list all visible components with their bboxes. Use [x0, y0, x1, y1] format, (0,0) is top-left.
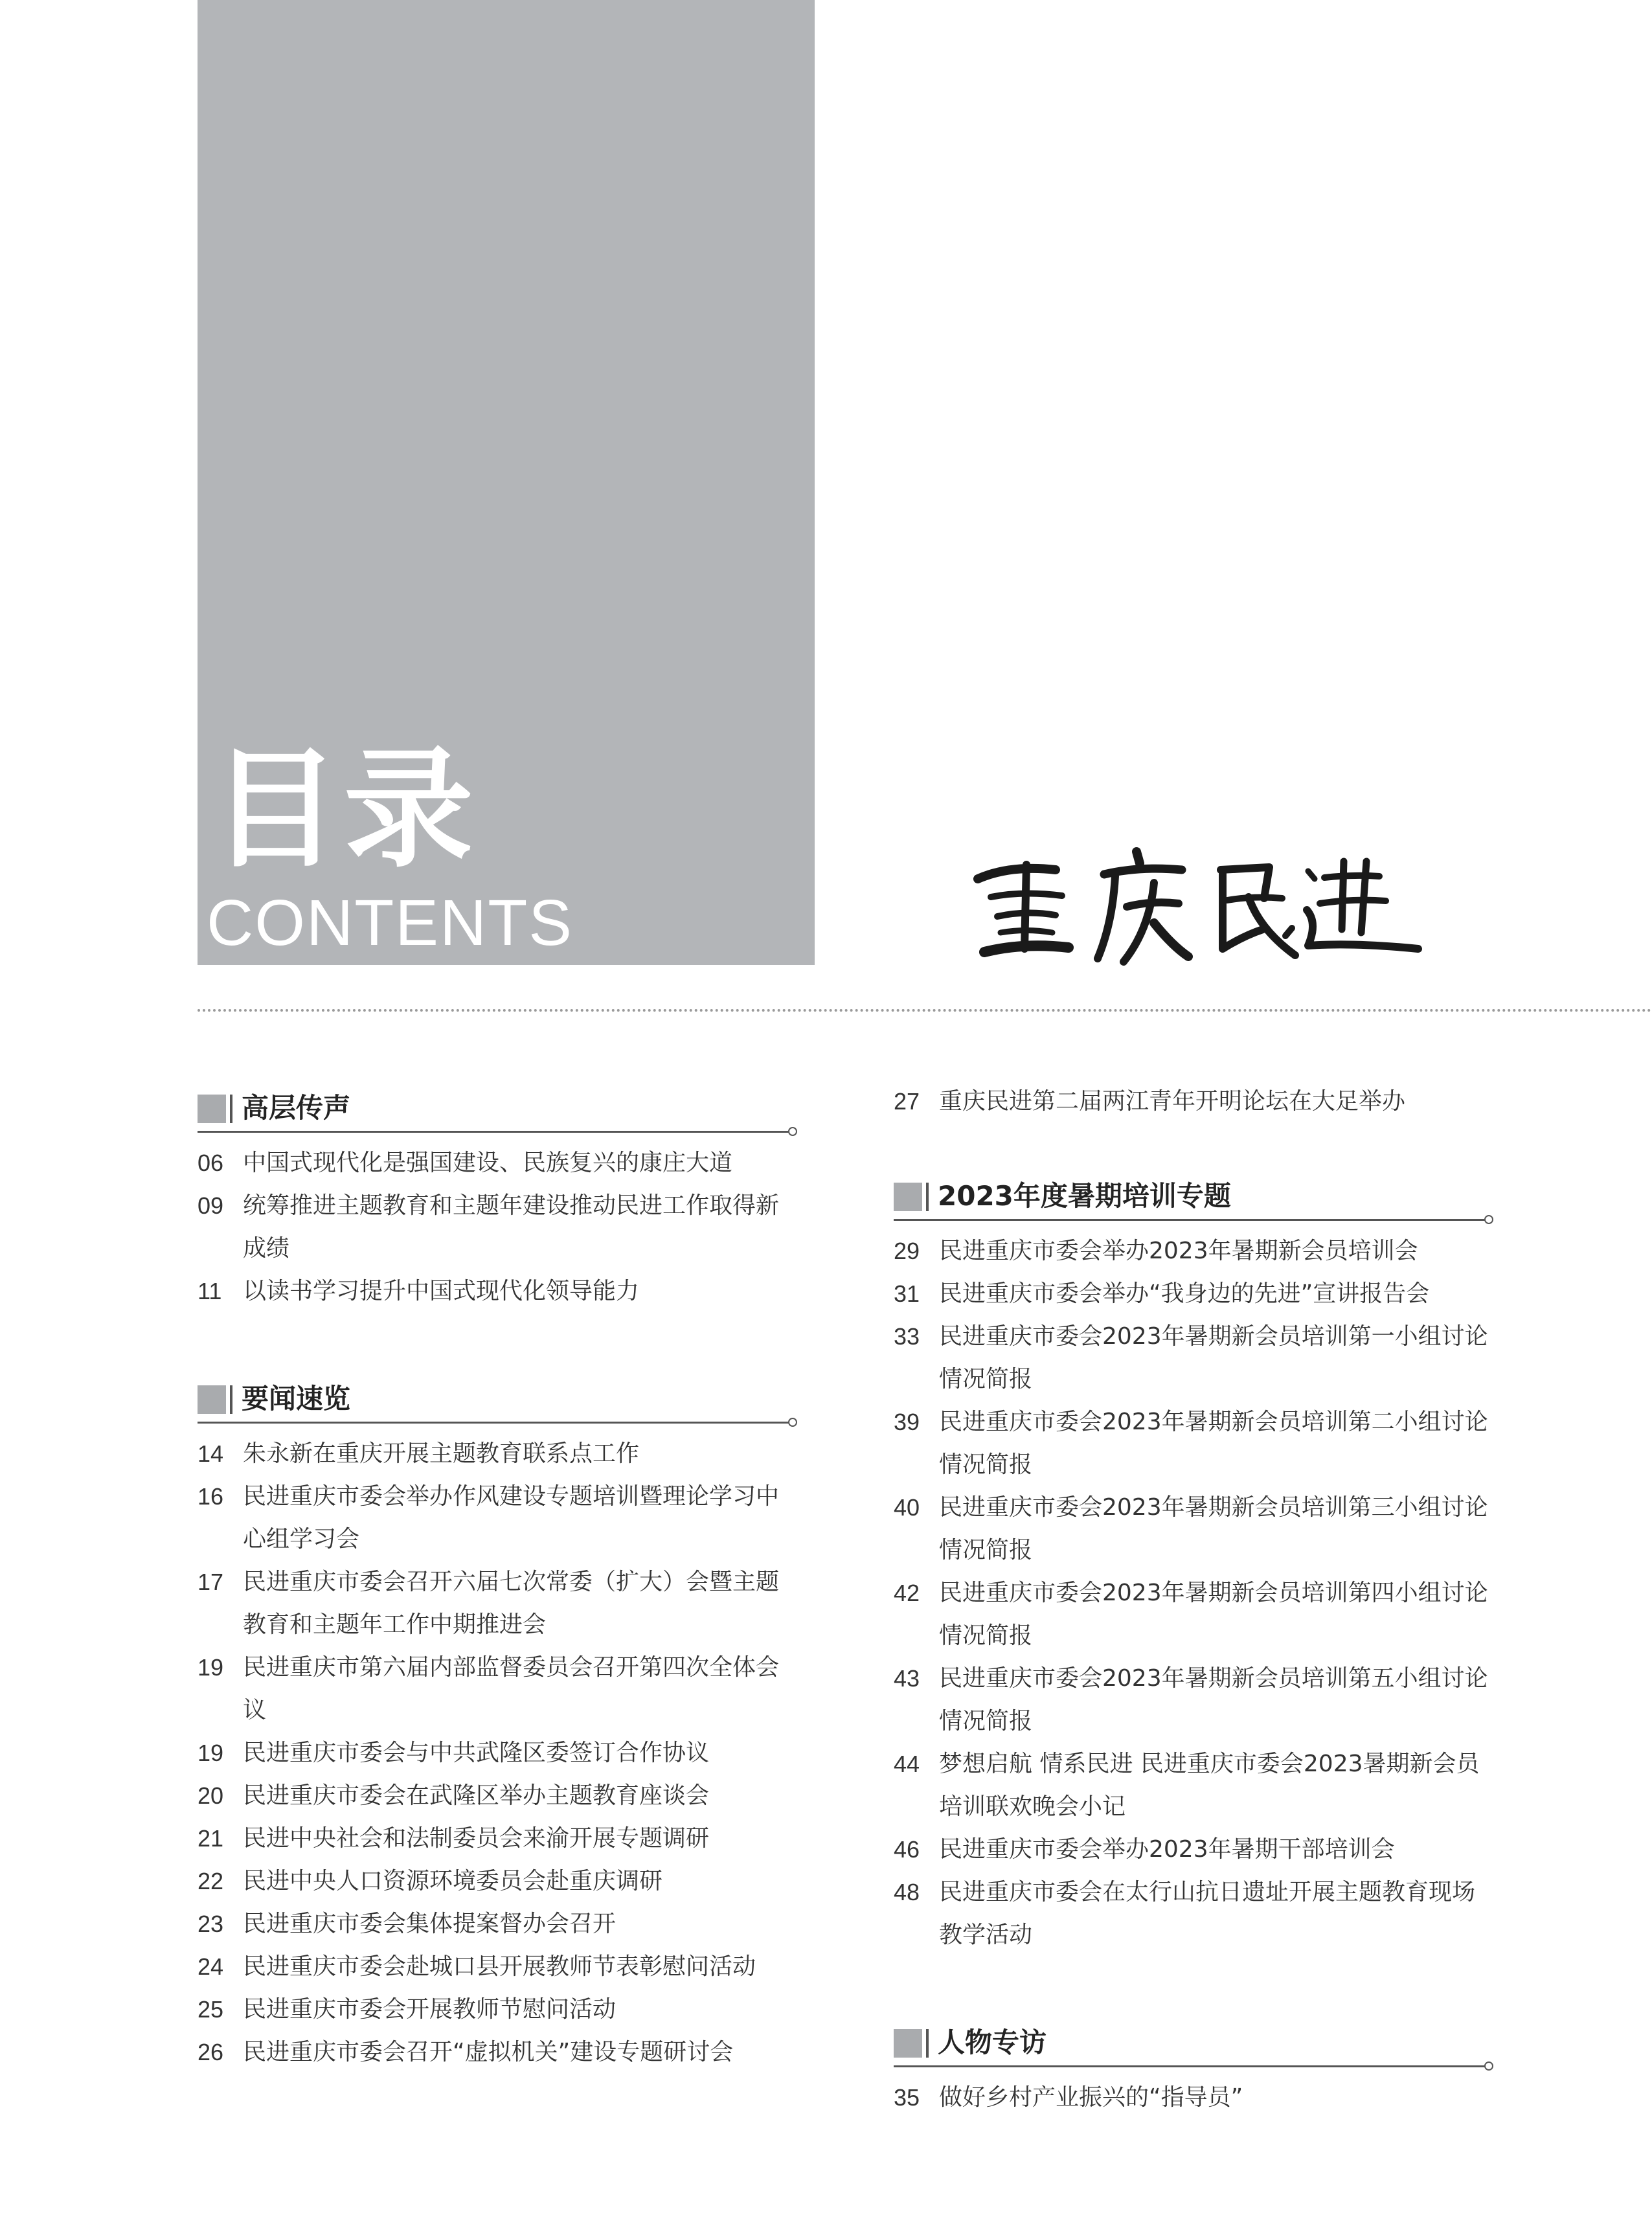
entry-title: 民进重庆市委会与中共武隆区委签订合作协议	[243, 1740, 710, 1766]
page-number: 48	[894, 1879, 920, 1905]
toc-entry[interactable]	[894, 1080, 1489, 1123]
toc-entry[interactable]	[198, 1988, 793, 2031]
toc-entry[interactable]	[894, 1871, 1489, 1957]
toc-entry[interactable]	[198, 1142, 793, 1185]
section-header	[894, 1168, 1489, 1221]
page-number: 29	[894, 1238, 920, 1264]
toc-entry[interactable]	[894, 2076, 1489, 2119]
page-number: 23	[198, 1911, 224, 1937]
entry-title: 朱永新在重庆开展主题教育联系点工作	[243, 1440, 640, 1467]
entry-title: 民进重庆市委会在太行山抗日遗址开展主题教育现场教学活动	[939, 1879, 1476, 1948]
section-title: 2023年度暑期培训专题	[938, 1180, 1231, 1212]
section-title: 高层传声	[242, 1092, 351, 1124]
page-number: 21	[198, 1825, 224, 1852]
entry-title: 做好乡村产业振兴的“指导员”	[939, 2084, 1243, 2111]
entry-title: 民进重庆市委会开展教师节慰问活动	[243, 1996, 617, 2023]
section-marker-icon	[894, 1183, 922, 1211]
toc-entry[interactable]	[198, 1646, 793, 1732]
toc-entry[interactable]	[894, 1273, 1489, 1315]
entry-title: 民进重庆市委会举办2023年暑期新会员培训会	[939, 1238, 1418, 1264]
page-number: 19	[198, 1654, 224, 1681]
toc-right-column	[894, 1080, 1489, 2177]
toc-entry[interactable]	[198, 1475, 793, 1561]
page-number: 42	[894, 1580, 920, 1606]
page-number: 44	[894, 1751, 920, 1777]
page-number: 27	[894, 1088, 920, 1115]
toc-entry[interactable]	[894, 1572, 1489, 1657]
toc-entry[interactable]	[198, 1561, 793, 1646]
page-number: 25	[198, 1996, 224, 2023]
toc-entry[interactable]	[198, 1732, 793, 1775]
entry-title: 民进重庆市委会2023年暑期新会员培训第三小组讨论情况简报	[939, 1494, 1488, 1563]
page-number: 33	[894, 1323, 920, 1350]
entry-title: 民进中央人口资源环境委员会赴重庆调研	[243, 1868, 663, 1894]
entry-title: 民进重庆市委会在武隆区举办主题教育座谈会	[243, 1782, 710, 1809]
toc-section	[894, 1168, 1489, 1957]
entry-title: 民进中央社会和法制委员会来渝开展专题调研	[243, 1825, 710, 1852]
header-divider	[198, 1009, 1652, 1012]
entry-title: 民进重庆市委会召开六届七次常委（扩大）会暨主题教育和主题年工作中期推进会	[243, 1569, 780, 1638]
page-number: 16	[198, 1483, 224, 1510]
toc-entry[interactable]	[894, 1743, 1489, 1828]
entry-title: 民进重庆市委会集体提案督办会召开	[243, 1911, 617, 1937]
toc-section	[198, 1371, 793, 2074]
page-number: 31	[894, 1280, 920, 1307]
page-number: 09	[198, 1192, 224, 1219]
entry-title: 民进重庆市委会举办“我身边的先进”宣讲报告会	[939, 1280, 1430, 1307]
page-number: 40	[894, 1494, 920, 1521]
page-number: 46	[894, 1836, 920, 1863]
section-marker-icon	[198, 1095, 226, 1123]
page-number: 11	[198, 1278, 222, 1304]
entry-title: 中国式现代化是强国建设、民族复兴的康庄大道	[243, 1150, 733, 1176]
section-marker-icon	[894, 2029, 922, 2058]
entry-title: 民进重庆市委会2023年暑期新会员培训第二小组讨论情况简报	[939, 1409, 1488, 1478]
toc-entry[interactable]	[198, 1860, 793, 1903]
calligraphy-logo-icon	[965, 839, 1431, 975]
section-header	[894, 2015, 1489, 2067]
toc-left-column	[198, 1080, 793, 2132]
toc-entry[interactable]	[198, 1433, 793, 1475]
entry-title: 民进重庆市委会举办2023年暑期干部培训会	[939, 1836, 1395, 1863]
entry-title: 民进重庆市委会举办作风建设专题培训暨理论学习中心组学习会	[243, 1483, 780, 1552]
page-number: 24	[198, 1953, 224, 1980]
toc-entry[interactable]	[198, 1270, 793, 1313]
toc-entry[interactable]	[198, 1185, 793, 1270]
entry-title: 民进重庆市委会2023年暑期新会员培训第四小组讨论情况简报	[939, 1580, 1488, 1649]
section-header	[198, 1371, 793, 1424]
section-marker-icon	[198, 1385, 226, 1414]
toc-entry[interactable]	[894, 1230, 1489, 1273]
section-title: 要闻速览	[242, 1383, 351, 1414]
toc-entry[interactable]	[894, 1315, 1489, 1401]
page-number: 17	[198, 1569, 224, 1595]
page-number: 43	[894, 1665, 920, 1692]
entry-title: 以读书学习提升中国式现代化领导能力	[243, 1278, 640, 1304]
page-title: 目录	[210, 733, 478, 885]
contents-banner	[198, 0, 815, 965]
entry-title: 梦想启航 情系民进 民进重庆市委会2023暑期新会员培训联欢晚会小记	[939, 1751, 1480, 1820]
page-number: 19	[198, 1740, 224, 1766]
page-subtitle: CONTENTS	[207, 887, 573, 959]
toc-entry[interactable]	[894, 1486, 1489, 1572]
page-number: 06	[198, 1150, 224, 1176]
entry-title: 民进重庆市委会召开“虚拟机关”建设专题研讨会	[243, 2039, 734, 2065]
section-header	[198, 1080, 793, 1133]
page-number: 14	[198, 1440, 224, 1467]
toc-section	[894, 2015, 1489, 2119]
page-number: 35	[894, 2084, 920, 2111]
entry-title: 民进重庆市委会赴城口县开展教师节表彰慰问活动	[243, 1953, 756, 1980]
entry-title: 民进重庆市第六届内部监督委员会召开第四次全体会议	[243, 1654, 780, 1723]
toc-entry[interactable]	[198, 1775, 793, 1817]
page-number: 39	[894, 1409, 920, 1435]
toc-section	[198, 1080, 793, 1313]
page-number: 22	[198, 1868, 224, 1894]
toc-entry[interactable]	[198, 1817, 793, 1860]
page-number: 26	[198, 2039, 224, 2065]
toc-entry[interactable]	[198, 2031, 793, 2074]
toc-entry[interactable]	[198, 1903, 793, 1946]
entry-title: 民进重庆市委会2023年暑期新会员培训第一小组讨论情况简报	[939, 1323, 1488, 1392]
entry-title: 民进重庆市委会2023年暑期新会员培训第五小组讨论情况简报	[939, 1665, 1488, 1734]
page-number: 20	[198, 1782, 224, 1809]
toc-entry[interactable]	[894, 1828, 1489, 1871]
section-title: 人物专访	[938, 2027, 1047, 2058]
toc-entry[interactable]	[198, 1946, 793, 1988]
entry-title: 重庆民进第二届两江青年开明论坛在大足举办	[939, 1088, 1406, 1115]
toc-entry[interactable]	[894, 1657, 1489, 1743]
entry-title: 统筹推进主题教育和主题年建设推动民进工作取得新成绩	[243, 1192, 780, 1262]
toc-entry[interactable]	[894, 1401, 1489, 1486]
magazine-logo	[965, 839, 1431, 975]
